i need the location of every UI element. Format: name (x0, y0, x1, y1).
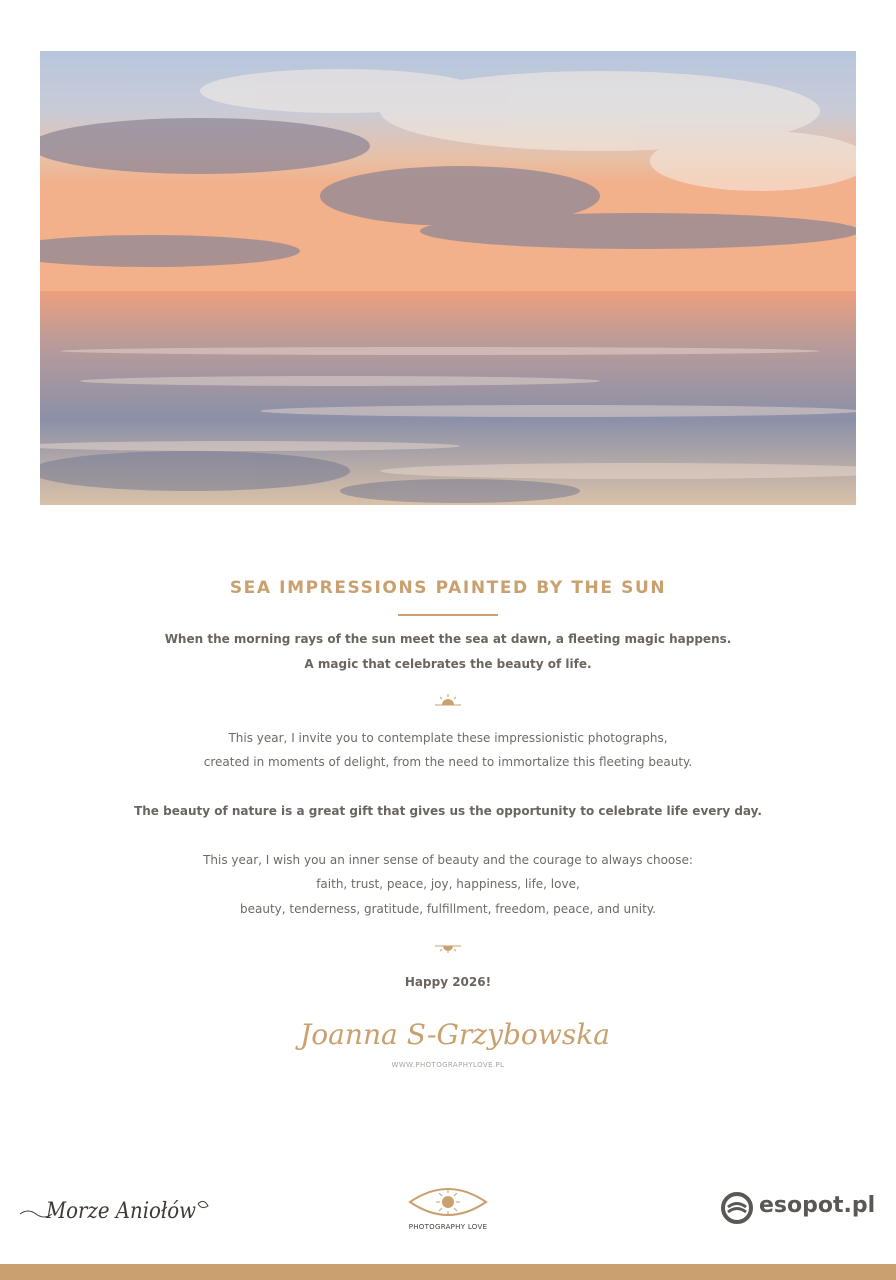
morze-aniolow-logo (16, 1188, 216, 1228)
body1-line-1: This year, I invite you to contemplate these impressionistic photographs, (228, 731, 668, 745)
eye-sun-icon (408, 1182, 488, 1222)
sun-icon-2 (433, 939, 463, 955)
hero-photo (40, 51, 856, 505)
greeting: Happy 2026! (404, 975, 492, 989)
title-divider (398, 614, 498, 616)
photography-love-label: PHOTOGRAPHY LOVE (408, 1223, 488, 1231)
body2-line-2: faith, trust, peace, joy, happiness, life, love, (316, 877, 580, 891)
handwritten-signature (290, 1008, 620, 1058)
body1-line-2: created in moments of delight, from the need to immortalize this fleeting beauty. (203, 755, 693, 769)
website-link[interactable]: WWW.PHOTOGRAPHYLOVE.PL (391, 1061, 505, 1069)
morze-aniolow-logo-text: Morze Aniołów (45, 1199, 197, 1224)
body2-line-3: beauty, tenderness, gratitude, fulfillment, freedom, peace, and unity. (240, 902, 656, 916)
body2-line-1: This year, I wish you an inner sense of beauty and the courage to always choose: (203, 853, 693, 867)
intro-line-2: A magic that celebrates the beauty of life. (304, 657, 592, 671)
sun-icon (433, 692, 463, 708)
intro-line-1: When the morning rays of the sun meet the sea at dawn, a fleeting magic happens. (164, 632, 732, 646)
esopot-logo-text: esopot.pl (759, 1193, 876, 1218)
highlight-text: The beauty of nature is a great gift that gives us the opportunity to celebrate life every day. (134, 804, 762, 818)
footer-bar (0, 1264, 896, 1280)
page-title: SEA IMPRESSIONS PAINTED BY THE SUN (229, 578, 667, 598)
signature-text: Joanna S-Grzybowska (294, 1018, 610, 1051)
